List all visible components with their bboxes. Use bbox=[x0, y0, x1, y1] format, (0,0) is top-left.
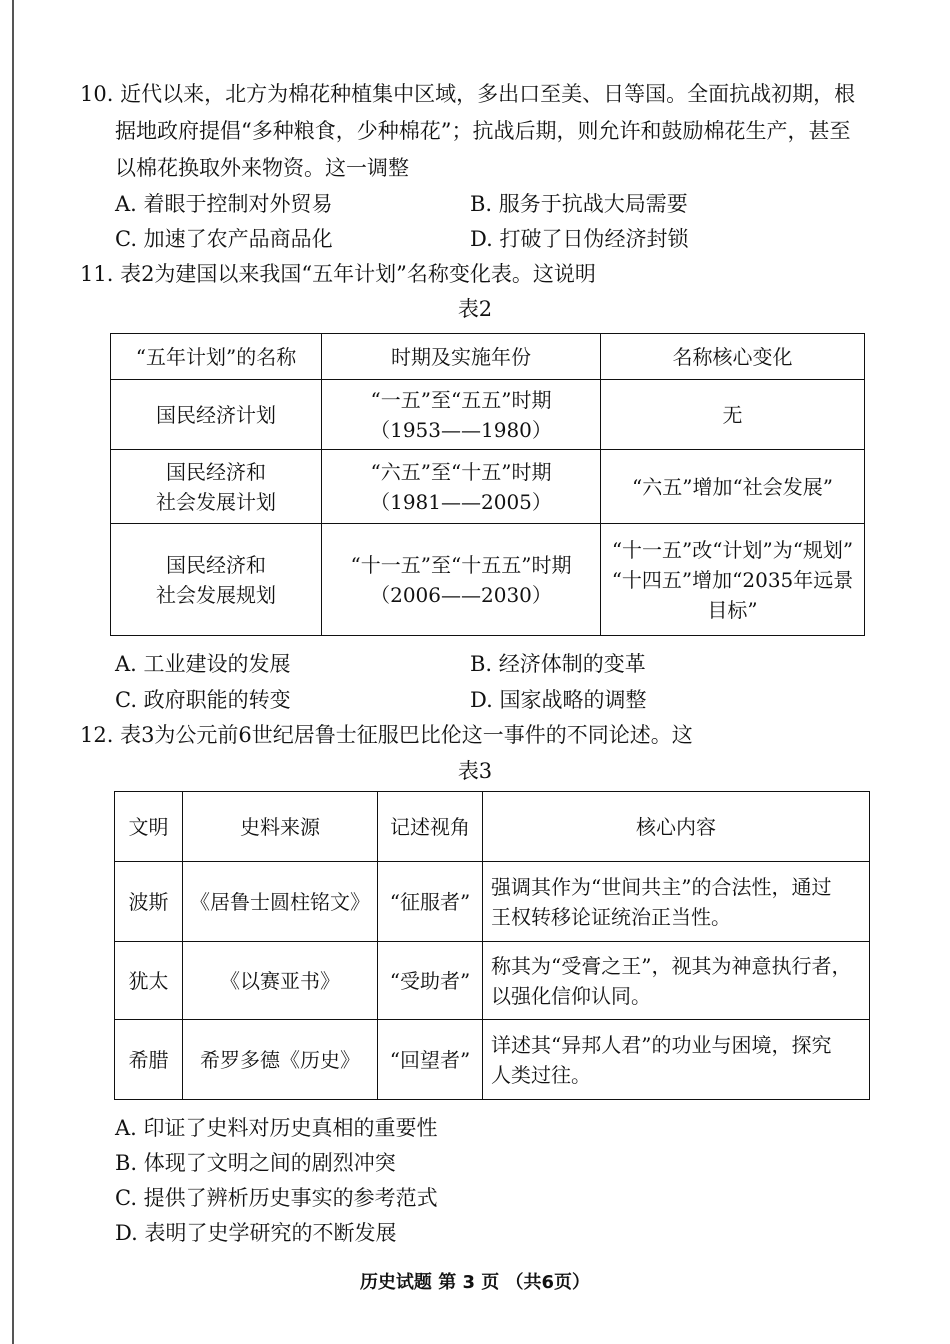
q10-stem-line-1: 10. 近代以来，北方为棉花种植集中区域，多出口至美、日等国。全面抗战初期，根 bbox=[80, 82, 856, 106]
table-row bbox=[115, 1020, 870, 1100]
table-2-cell-period bbox=[322, 380, 601, 450]
q10-stem-line-3: 以棉花换取外来物资。这一调整 bbox=[115, 156, 409, 180]
table-3-cell-view: “受助者” bbox=[378, 942, 483, 1020]
table-3-header: 史料来源 bbox=[183, 792, 378, 862]
table-2-header: “五年计划”的名称 bbox=[111, 334, 322, 380]
cell-text: 称其为“受膏之王”，视其为神意执行者， bbox=[491, 953, 852, 978]
table-2 bbox=[110, 333, 865, 636]
q10-stem-line-2: 据地政府提倡“多种粮食，少种棉花”；抗战后期，则允许和鼓励棉花生产，甚至 bbox=[115, 119, 851, 143]
table-row bbox=[115, 862, 870, 942]
table-3-header: 核心内容 bbox=[483, 792, 870, 862]
table-3-cell-source: 《居鲁士圆柱铭文》 bbox=[183, 862, 378, 942]
table-2-cell-name bbox=[111, 524, 322, 636]
q10-option-b: B. 服务于抗战大局需要 bbox=[470, 192, 688, 216]
q11-option-b: B. 经济体制的变革 bbox=[470, 652, 646, 676]
table-2-cell-period bbox=[322, 524, 601, 636]
table-row bbox=[115, 942, 870, 1020]
table-3-cell-source: 希罗多德《历史》 bbox=[183, 1020, 378, 1100]
q10-option-a: A. 着眼于控制对外贸易 bbox=[115, 192, 333, 216]
q11-stem: 11. 表2为建国以来我国“五年计划”名称变化表。这说明 bbox=[80, 262, 596, 286]
q12-option-d: D. 表明了史学研究的不断发展 bbox=[115, 1221, 397, 1245]
table-3-header: 记述视角 bbox=[378, 792, 483, 862]
q11-option-a: A. 工业建设的发展 bbox=[115, 652, 291, 676]
table-3-cell-view: “回望者” bbox=[378, 1020, 483, 1100]
table-2-cell-period bbox=[322, 450, 601, 524]
q10-option-d: D. 打破了日伪经济封锁 bbox=[470, 227, 689, 251]
table-3-cell-content bbox=[483, 1020, 870, 1100]
table-2-header: 名称核心变化 bbox=[601, 334, 865, 380]
cell-text: 社会发展规划 bbox=[156, 582, 276, 607]
cell-text: 王权转移论证统治正当性。 bbox=[491, 904, 731, 929]
page-footer: 历史试题 第 3 页 （共6页） bbox=[359, 1272, 591, 1293]
cell-text: （1953——1980） bbox=[370, 417, 552, 442]
table-row bbox=[111, 380, 865, 450]
table-2-cell-name bbox=[111, 450, 322, 524]
cell-text: （2006——2030） bbox=[370, 582, 552, 607]
cell-text: 国民经济计划 bbox=[156, 402, 276, 427]
table-2-cell-change bbox=[601, 380, 865, 450]
table-3-cell-source: 《以赛亚书》 bbox=[183, 942, 378, 1020]
table-2-cell-change bbox=[601, 524, 865, 636]
cell-text: “十一五”至“十五五”时期 bbox=[350, 552, 572, 577]
cell-text: 以强化信仰认同。 bbox=[491, 983, 651, 1008]
cell-text: “十四五”增加“2035年远景 bbox=[611, 567, 854, 592]
cell-text: 目标” bbox=[707, 597, 758, 622]
table-2-cell-name bbox=[111, 380, 322, 450]
q12-option-c: C. 提供了辨析历史事实的参考范式 bbox=[115, 1186, 438, 1210]
table-row bbox=[111, 450, 865, 524]
cell-text: “一五”至“五五”时期 bbox=[370, 387, 552, 412]
table-2-caption: 表2 bbox=[457, 297, 493, 321]
table-3-cell-content bbox=[483, 862, 870, 942]
cell-text: 社会发展计划 bbox=[156, 489, 276, 514]
q12-stem: 12. 表3为公元前6世纪居鲁士征服巴比伦这一事件的不同论述。这 bbox=[80, 723, 693, 747]
table-2-header-row bbox=[111, 334, 865, 380]
q12-option-a: A. 印证了史料对历史真相的重要性 bbox=[115, 1116, 438, 1140]
cell-text: 强调其作为“世间共主”的合法性，通过 bbox=[491, 874, 832, 899]
cell-text: “六五”增加“社会发展” bbox=[632, 474, 833, 499]
cell-text: 无 bbox=[722, 402, 743, 427]
cell-text: 人类过往。 bbox=[491, 1062, 591, 1087]
table-3 bbox=[114, 791, 870, 1100]
cell-text: 国民经济和 bbox=[166, 459, 266, 484]
table-row bbox=[111, 524, 865, 636]
q10-option-c: C. 加速了农产品商品化 bbox=[115, 227, 333, 251]
table-3-cell-civ: 犹太 bbox=[115, 942, 183, 1020]
table-3-header-row bbox=[115, 792, 870, 862]
cell-text: “十一五”改“计划”为“规划” bbox=[611, 537, 854, 562]
table-3-header: 文明 bbox=[115, 792, 183, 862]
scan-edge-line bbox=[12, 0, 14, 1344]
table-2-cell-change bbox=[601, 450, 865, 524]
table-3-cell-civ: 波斯 bbox=[115, 862, 183, 942]
table-3-caption: 表3 bbox=[457, 759, 493, 783]
table-3-cell-content bbox=[483, 942, 870, 1020]
table-3-cell-civ: 希腊 bbox=[115, 1020, 183, 1100]
q11-option-c: C. 政府职能的转变 bbox=[115, 688, 291, 712]
table-3-cell-view: “征服者” bbox=[378, 862, 483, 942]
cell-text: “六五”至“十五”时期 bbox=[370, 459, 552, 484]
table-2-header: 时期及实施年份 bbox=[322, 334, 601, 380]
q12-option-b: B. 体现了文明之间的剧烈冲突 bbox=[115, 1151, 396, 1175]
cell-text: （1981——2005） bbox=[370, 489, 552, 514]
cell-text: 详述其“异邦人君”的功业与困境，探究 bbox=[491, 1032, 832, 1057]
q11-option-d: D. 国家战略的调整 bbox=[470, 688, 647, 712]
cell-text: 国民经济和 bbox=[166, 552, 266, 577]
